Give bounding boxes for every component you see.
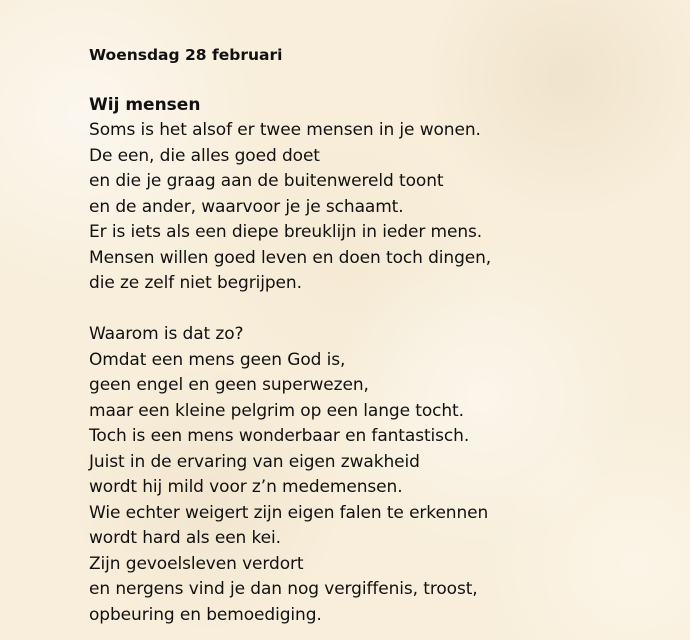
poem-title: Wij mensen xyxy=(89,95,201,115)
poem-line: die ze zelf niet begrijpen. xyxy=(89,273,302,293)
poem-body xyxy=(89,118,491,628)
poem-line: De een, die alles goed doet xyxy=(89,145,320,166)
poem-line: en die je graag aan de buitenwereld toont xyxy=(89,171,444,191)
poem-line: opbeuring en bemoediging. xyxy=(89,604,322,625)
poem-line: Zijn gevoelsleven verdort xyxy=(89,553,304,574)
stanza-break xyxy=(89,297,491,323)
document-date: Woensdag 28 februari xyxy=(89,46,283,64)
poem-line: en de ander, waarvoor je je schaamt. xyxy=(89,196,404,217)
poem-line: en nergens vind je dan nog vergiffenis, troost, xyxy=(89,579,478,599)
poem-line: Soms is het alsof er twee mensen in je wonen. xyxy=(89,120,481,140)
poem-line: Wie echter weigert zijn eigen falen te erkennen xyxy=(89,502,489,523)
poem-line: Omdat een mens geen God is, xyxy=(89,349,346,370)
poem-line: wordt hard als een kei. xyxy=(89,528,281,548)
poem-line: Toch is een mens wonderbaar en fantastisch. xyxy=(89,426,470,446)
poem-line: wordt hij mild voor z’n medemensen. xyxy=(89,477,403,497)
poem-line: Mensen willen goed leven en doen toch dingen, xyxy=(89,247,492,268)
poem-line: geen engel en geen superwezen, xyxy=(89,375,369,395)
poem-line: Juist in de ervaring van eigen zwakheid xyxy=(89,451,420,472)
poem-line: Waarom is dat zo? xyxy=(89,324,244,344)
poem-line: Er is iets als een diepe breuklijn in ieder mens. xyxy=(89,222,483,242)
poem-line: maar een kleine pelgrim op een lange tocht. xyxy=(89,400,464,421)
